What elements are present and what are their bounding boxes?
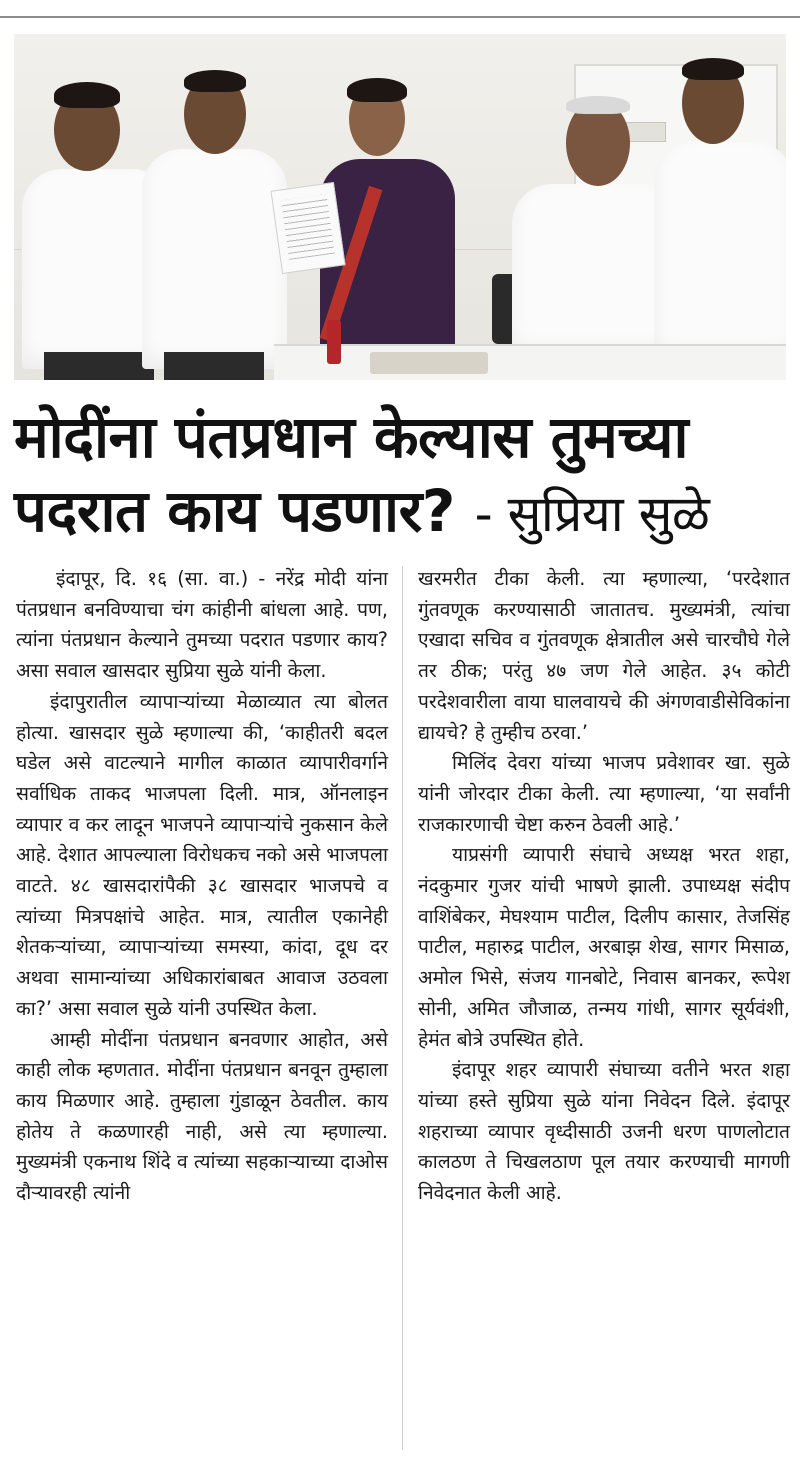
paragraph: आम्ही मोदींना पंतप्रधान बनवणार आहोत, असे काही लोक म्हणतात. मोदींना पंतप्रधान बनवून तुम्हाला काय मिळणार आहे. तुम्हाला गुंडाळून ठेवतील. काय होतेय ते कळणारही नाही, असे त्या म्हणाल्या. मुख्यमंत्री एकनाथ शिंदे व त्यांच्या सहकाऱ्याच्या दाओस दौऱ्यावरही त्यांनी bbox=[16, 1027, 388, 1205]
headline-line-1: मोदींना पंतप्रधान केल्यास तुमच्या bbox=[14, 403, 688, 471]
paragraph: खरमरीत टीका केली. त्या म्हणाल्या, ‘परदेशात गुंतवणूक करण्यासाठी जातातच. मुख्यमंत्री, त्यांचा एखादा सचिव व गुंतवणूक क्षेत्रातील असे चारचौघे गेले तर ठीक; परंतु ४७ जण गेले आहेत. ३५ कोटी परदेशवारीला वाया घालवायचे की अंगणवाडीसेविकांना द्यायचे? हे तुम्हीच ठरवा.’ bbox=[418, 567, 790, 744]
top-rule bbox=[0, 16, 800, 18]
headline bbox=[14, 400, 786, 551]
memorandum-paper bbox=[270, 182, 345, 274]
paragraph: इंदापूर शहर व्यापारी संघाच्या वतीने भरत शहा यांच्या हस्ते सुप्रिया सुळे यांना निवेदन दिले. इंदापूर शहराच्या व्यापार वृध्दीसाठी उजनी धरण पाणलोटात कालठण ते चिखलठाण पूल तयार करण्याची मागणी निवेदनात केली आहे. bbox=[418, 1058, 790, 1205]
paragraph: याप्रसंगी व्यापारी संघाचे अध्यक्ष भरत शहा, नंदकुमार गुजर यांची भाषणे झाली. उपाध्यक्ष संदीप वाशिंबेकर, मेघश्याम पाटील, दिलीप कासार, तेजसिंह पाटील, महारुद्र पाटील, अरबाझ शेख, सागर मिसाळ, अमोल भिसे, संजय गानबोटे, निवास बानकर, रूपेश सोनी, अमित जौजाळ, तन्मय गांधी, सागर सूर्यवंशी, हेमंत बोत्रे उपस्थित होते. bbox=[418, 843, 790, 1051]
headline-line-2 bbox=[14, 474, 786, 551]
wall-sign bbox=[626, 122, 666, 142]
table bbox=[274, 344, 786, 380]
byline: - सुप्रिया सुळे bbox=[474, 485, 710, 543]
column-divider bbox=[402, 566, 403, 1450]
left-column bbox=[16, 564, 388, 1209]
headline-question: पदरात काय पडणार? bbox=[14, 477, 455, 545]
paragraph: इंदापूर, दि. १६ (सा. वा.) - नरेंद्र मोदी यांना पंतप्रधान बनविण्याचा चंग कांहीनी बांधला आहे. पण, त्यांना पंतप्रधान केल्याने तुमच्या पदरात पडणार काय? असा सवाल खासदार सुप्रिया सुळे यांनी केला. bbox=[16, 567, 388, 683]
red-bottle bbox=[327, 320, 341, 364]
news-photo bbox=[14, 34, 786, 380]
paragraph: मिलिंद देवरा यांच्या भाजप प्रवेशावर खा. सुळे यांनी जोरदार टीका केली. त्या म्हणाल्या, ‘या सर्वांनी राजकारणाची चेष्टा करुन ठेवली आहे.’ bbox=[418, 751, 790, 836]
tray bbox=[370, 352, 488, 374]
right-column bbox=[418, 564, 790, 1209]
paragraph: इंदापुरातील व्यापाऱ्यांच्या मेळाव्यात त्या बोलत होत्या. खासदार सुळे म्हणाल्या की, ‘काहीतरी बदल घडेल असे वाटल्याने मागील काळात व्यापारीवर्गाने सर्वाधिक ताकद भाजपला दिली. मात्र, ऑनलाइन व्यापार व कर लादून भाजपने व्यापाऱ्यांचे नुकसान केले आहे. देशात आपल्याला विरोधकच नको असे भाजपला वाटते. ४८ खासदारांपैकी ३८ खासदार भाजपचे व त्यांच्या मित्रपक्षांचे आहेत. मात्र, त्यातील एकानेही शेतकऱ्यांच्या, व्यापाऱ्यांच्या समस्या, कांदा, दूध दर अथवा सामान्यांच्या अधिकारांबाबत आवाज उठवला का?’ असा सवाल सुळे यांनी उपस्थित केला. bbox=[16, 689, 388, 1020]
